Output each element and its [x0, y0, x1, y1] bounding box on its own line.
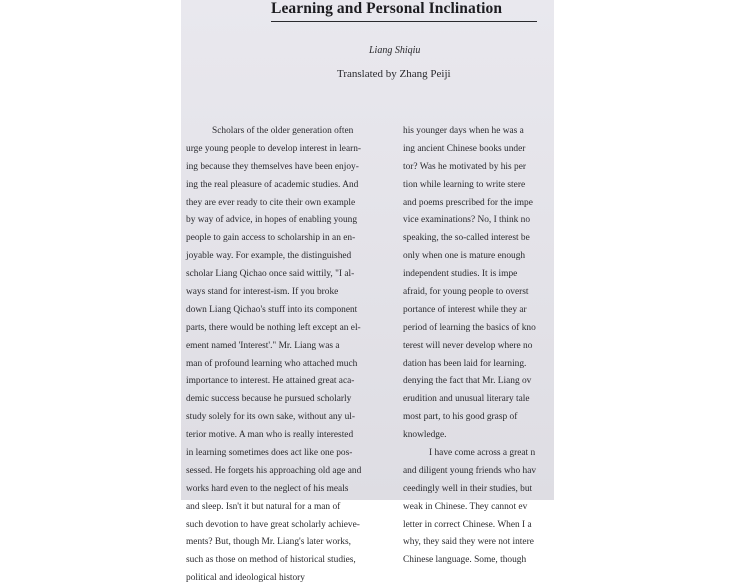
text-line: weak in Chinese. They cannot ev	[403, 501, 528, 512]
text-line: and diligent young friends who hav	[403, 465, 537, 476]
text-line: works hard even to the neglect of his meals	[186, 483, 349, 494]
text-line: portance of interest while they ar	[403, 304, 527, 315]
text-line: ways stand for interest-ism. If you broke	[186, 287, 339, 298]
text-line: urge young people to develop interest in learn-	[186, 143, 362, 154]
title-underline	[271, 21, 537, 22]
text-line: such as those on method of historical studies,	[186, 555, 356, 566]
text-line: I have come across a great n	[429, 448, 536, 459]
text-line: ceedingly well in their studies, but	[403, 483, 533, 494]
text-line: letter in correct Chinese. When I a	[403, 519, 532, 530]
text-line: afraid, for young people to overst	[403, 287, 529, 298]
text-line: tor? Was he motivated by his per	[403, 161, 526, 172]
text-line: tion while learning to write stere	[403, 179, 526, 190]
text-line: man of profound learning who attached much	[186, 358, 358, 369]
author-name: Liang Shiqiu	[369, 45, 421, 56]
text-line: people to gain access to scholarship in an en-	[186, 233, 356, 244]
text-line: by way of advice, in hopes of enabling young	[186, 215, 358, 226]
text-line: ement named 'Interest'." Mr. Liang was a	[186, 340, 340, 351]
text-line: scholar Liang Qichao once said wittily, "I al-	[186, 269, 355, 280]
text-line: ing ancient Chinese books under	[403, 143, 526, 154]
book-page	[181, 0, 554, 584]
text-line: ing the real pleasure of academic studies. And	[186, 179, 359, 190]
text-line: joyable way. For example, the distinguished	[186, 251, 352, 262]
text-line: they are ever ready to cite their own example	[186, 197, 356, 208]
text-line: his younger days when he was a	[403, 126, 524, 136]
text-line: terior motive. A man who is really interested	[186, 430, 354, 441]
text-line: parts, there would be nothing left except an el-	[186, 322, 361, 333]
text-line: demic success because he pursued scholarly	[186, 394, 352, 405]
text-line: speaking, the so-called interest be	[403, 233, 530, 244]
text-line: independent studies. It is impe	[403, 269, 518, 280]
text-line: such devotion to have great scholarly achieve-	[186, 519, 360, 530]
text-line: vice examinations? No, I think no	[403, 215, 531, 226]
text-line: ments? But, though Mr. Liang's later works,	[186, 537, 351, 548]
translator-credit: Translated by Zhang Peiji	[337, 68, 451, 80]
text-line: and poems prescribed for the impe	[403, 197, 533, 208]
text-line: terest will never develop where no	[403, 340, 533, 351]
right-text-column	[403, 123, 554, 570]
text-line: period of learning the basics of kno	[403, 322, 536, 333]
text-line: study solely for its own sake, without any ul-	[186, 412, 355, 423]
text-line: political and ideological history	[186, 573, 305, 584]
article-title: Learning and Personal Inclination	[271, 0, 503, 17]
text-line: down Liang Qichao's stuff into its component	[186, 304, 358, 315]
text-line: sessed. He forgets his approaching old age and	[186, 465, 362, 476]
text-line: Chinese language. Some, though	[403, 555, 527, 566]
text-line: erudition and unusual literary tale	[403, 394, 530, 405]
text-line: and sleep. Isn't it but natural for a man of	[186, 501, 341, 512]
text-line: ing because they themselves have been enjoy-	[186, 161, 359, 172]
text-line: Scholars of the older generation often	[212, 126, 354, 136]
text-line: importance to interest. He attained great aca-	[186, 376, 355, 387]
text-line: most part, to his good grasp of	[403, 412, 518, 423]
text-line: dation has been laid for learning.	[403, 358, 527, 369]
text-line: knowledge.	[403, 430, 447, 441]
text-line: only when one is mature enough	[403, 251, 526, 262]
text-line: denying the fact that Mr. Liang ov	[403, 376, 532, 387]
text-line: why, they said they were not intere	[403, 537, 534, 548]
left-text-column	[186, 123, 396, 588]
text-line: in learning sometimes does act like one pos-	[186, 448, 353, 459]
